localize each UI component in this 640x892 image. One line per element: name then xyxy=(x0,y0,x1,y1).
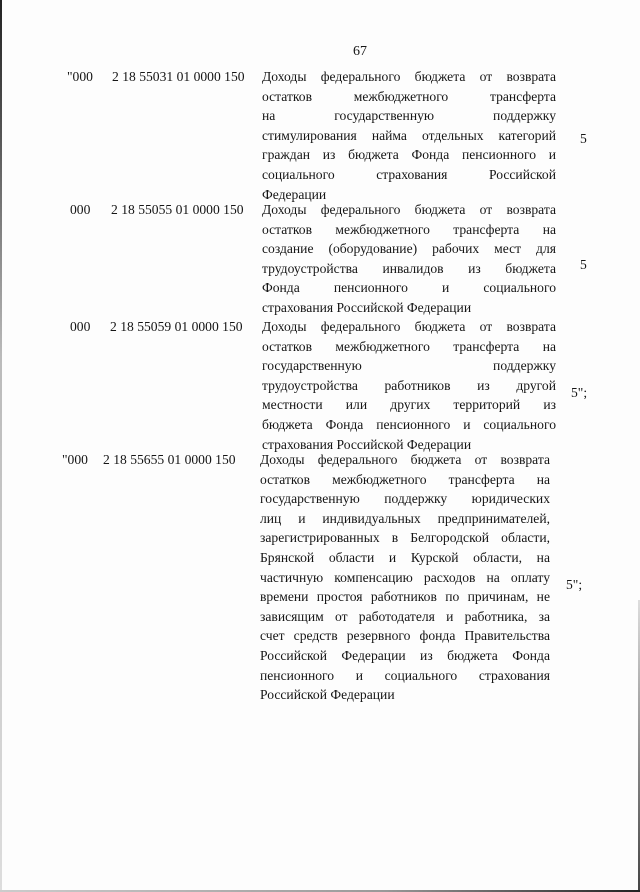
revenue-code: 2 18 55059 01 0000 150 xyxy=(110,319,243,334)
revenue-description xyxy=(262,317,556,454)
description-line: страхования Российской Федерации xyxy=(262,436,472,452)
description-line: Доходы федерального бюджета от возврата xyxy=(262,319,556,334)
description-line: Российской Федерации xyxy=(260,687,395,703)
row-value: 5"; xyxy=(566,577,583,592)
row-value: 5"; xyxy=(571,385,588,400)
description-line: создание (оборудование) рабочих мест для xyxy=(262,241,556,257)
revenue-row xyxy=(0,67,640,202)
description-line: местности или других территорий из xyxy=(262,397,556,413)
description-line: пенсионного и социального страхования xyxy=(260,667,550,683)
description-line: остатков межбюджетного трансферта на xyxy=(262,221,556,237)
description-line: трудоустройства инвалидов из бюджета xyxy=(262,260,556,276)
description-line: трудоустройства работников из другой xyxy=(262,377,556,393)
description-line: государственную поддержку юридических xyxy=(260,491,550,507)
description-line: Федерации xyxy=(262,186,327,202)
revenue-description xyxy=(262,67,556,204)
description-line: лиц и индивидуальных предпринимателей, xyxy=(260,510,550,526)
description-line: стимулирования найма отдельных категорий xyxy=(262,127,556,143)
admin-code: 000 xyxy=(70,319,91,334)
revenue-code: 2 18 55055 01 0000 150 xyxy=(111,202,244,217)
description-line: времени простоя работников по причинам, не xyxy=(260,589,550,605)
revenue-code: 2 18 55655 01 0000 150 xyxy=(103,452,236,467)
description-line: частичную компенсацию расходов на оплату xyxy=(260,569,550,585)
revenue-row xyxy=(0,200,640,315)
description-line: зависящим от работодателя и работника, за xyxy=(260,608,550,624)
description-line: Доходы федерального бюджета от возврата xyxy=(262,202,556,217)
description-line: остатков межбюджетного трансферта xyxy=(262,88,556,104)
revenue-description xyxy=(262,200,556,318)
description-line: остатков межбюджетного трансферта на xyxy=(262,338,556,354)
admin-code: "000 xyxy=(67,69,93,84)
description-line: остатков межбюджетного трансферта на xyxy=(260,471,550,487)
revenue-description xyxy=(260,450,550,705)
description-line: Доходы федерального бюджета от возврата xyxy=(260,452,550,467)
revenue-row xyxy=(0,317,640,452)
description-line: государственную поддержку xyxy=(262,358,556,374)
row-value: 5 xyxy=(580,257,587,272)
admin-code: "000 xyxy=(62,452,88,467)
revenue-row xyxy=(0,450,640,703)
description-line: Российской Федерации из бюджета Фонда xyxy=(260,647,550,663)
description-line: бюджета Фонда пенсионного и социального xyxy=(262,416,556,432)
description-line: Брянской области и Курской области, на xyxy=(260,549,550,565)
description-line: социального страхования Российской xyxy=(262,166,556,182)
description-line: на государственную поддержку xyxy=(262,108,556,124)
description-line: граждан из бюджета Фонда пенсионного и xyxy=(262,147,556,163)
description-line: зарегистрированных в Белгородской области, xyxy=(260,530,550,546)
description-line: страхования Российской Федерации xyxy=(262,299,472,315)
description-line: Доходы федерального бюджета от возврата xyxy=(262,69,556,84)
revenue-code: 2 18 55031 01 0000 150 xyxy=(112,69,245,84)
description-line: Фонда пенсионного и социального xyxy=(262,280,556,296)
admin-code: 000 xyxy=(70,202,91,217)
page-number: 67 xyxy=(353,44,367,59)
scan-edge-left xyxy=(0,0,2,892)
row-value: 5 xyxy=(580,131,587,146)
description-line: счет средств резервного фонда Правительства xyxy=(260,628,550,644)
